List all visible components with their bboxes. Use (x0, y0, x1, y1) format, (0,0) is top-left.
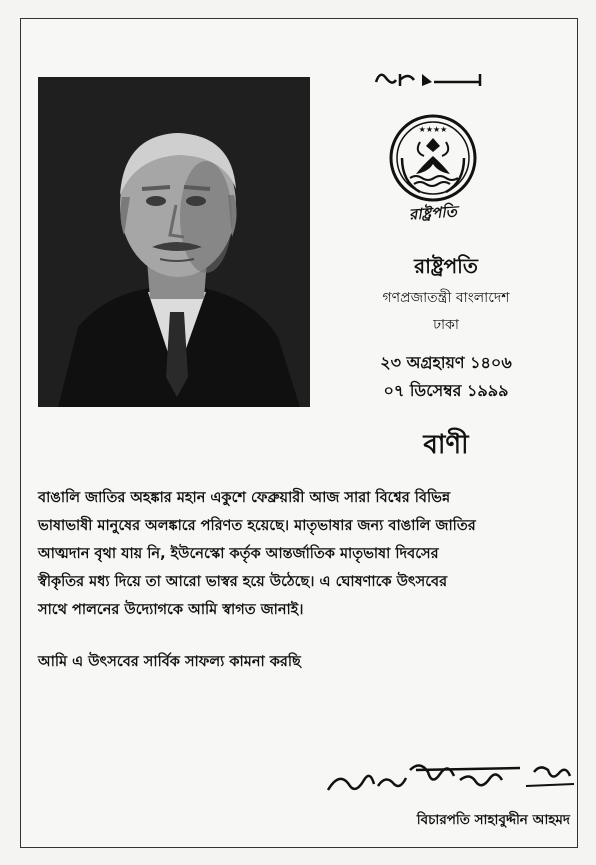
date-english: ০৭ ডিসেম্বর ১৯৯৯ (383, 381, 509, 400)
portrait-photo (38, 77, 310, 407)
paragraph-line: ভাষাভাষী মানুষের অলঙ্কারে পরিণত হয়েছে। মাতৃভাষার জন্য বাঙালি জাতির (38, 518, 476, 534)
message-paragraph (38, 484, 560, 624)
date-bangla: ২৩ অগ্রহায়ণ ১৪০৬ (380, 353, 512, 372)
country-name: গণপ্রজাতন্ত্রী বাংলাদেশ (382, 290, 510, 306)
message-title: বাণী (423, 430, 469, 460)
emblem-caption: রাষ্ট্রপতি (408, 202, 458, 224)
svg-text:★★★★: ★★★★ (418, 125, 448, 134)
closing-wish: আমি এ উৎসবের সার্বিক সাফল্য কামনা করছি (38, 654, 301, 670)
national-emblem (380, 112, 486, 224)
signatory-name: বিচারপতি সাহাবুদ্দীন আহমদ (416, 812, 570, 828)
paragraph-line: বাঙালি জাতির অহঙ্কার মহান একুশে ফেব্রুয়ারী আজ সারা বিশ্বের বিভিন্ন (38, 490, 451, 506)
city-name: ঢাকা (433, 317, 459, 333)
handwritten-signature (320, 750, 580, 810)
paragraph-line: আত্মদান বৃথা যায় নি, ইউনেস্কো কর্তৃক আন্তর্জাতিক মাতৃভাষা দিবসের (38, 546, 439, 562)
paragraph-line: সাথে পালনের উদ্যোগকে আমি স্বাগত জানাই। (38, 602, 304, 618)
office-title: রাষ্ট্রপতি (414, 254, 478, 278)
portrait-image (38, 77, 310, 407)
paragraph-line: স্বীকৃতির মধ্য দিয়ে তা আরো ভাস্বর হয়ে উঠেছে। এ ঘোষণাকে উৎসবের (38, 574, 448, 590)
handwritten-annotation (370, 64, 500, 92)
